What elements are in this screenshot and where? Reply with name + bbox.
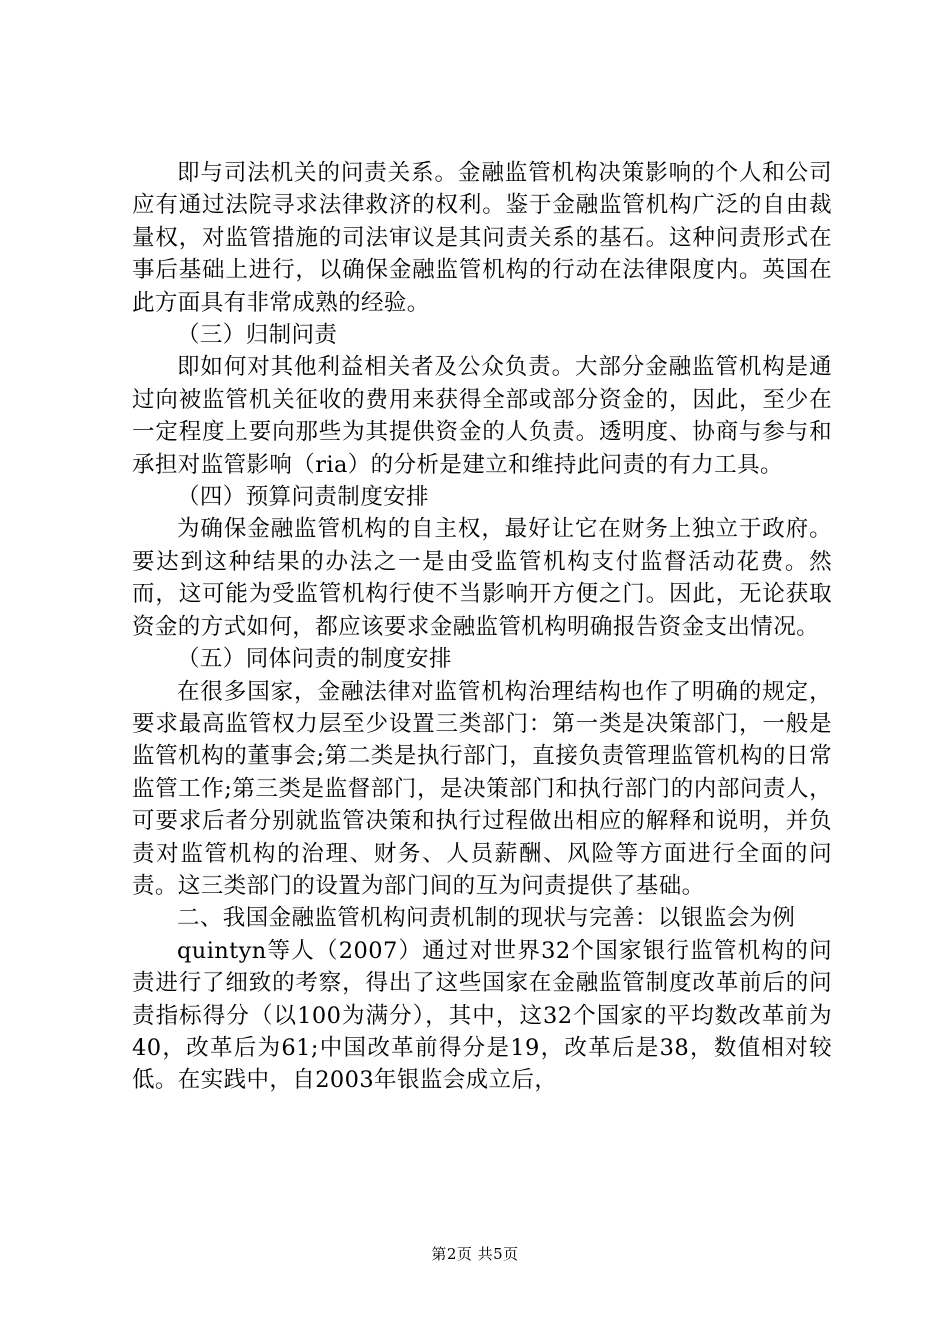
section-heading-4: （四）预算问责制度安排 [177,484,429,511]
paragraph-stakeholder-accountability: 即如何对其他利益相关者及公众负责。大部分金融监管机构是通过向被监管机关征收的费用来获得全部或部分资金的，因此，至少在一定程度上要向那些为其提供资金的人负责。透明度、协商与参与和承担对监管影响（ria）的分析是建立和维持此问责的有力工具。 [132,354,832,478]
page-number-footer: 第2页 共5页 [431,1245,519,1263]
paragraph-judicial-accountability: 即与司法机关的问责关系。金融监管机构决策影响的个人和公司应有通过法院寻求法律救济的权利。鉴于金融监管机构广泛的自由裁量权，对监管措施的司法审议是其问责关系的基石。这种问责形式在事后基础上进行，以确保金融监管机构的行动在法律限度内。英国在此方面具有非常成熟的经验。 [132,160,832,316]
section-heading-5: （五）同体问责的制度安排 [177,646,452,673]
paragraph-budget-accountability: 为确保金融监管机构的自主权，最好让它在财务上独立于政府。要达到这种结果的办法之一是由受监管机构支付监督活动花费。然而，这可能为受监管机构行使不当影响开方便之门。因此，无论获取资金的方式如何，都应该要求金融监管机构明确报告资金支出情况。 [132,516,832,640]
paragraph-quintyn-study: quintyn等人（2007）通过对世界32个国家银行监管机构的问责进行了细致的考察，得出了这些国家在金融监管制度改革前后的问责指标得分（以100为满分），其中，这32个国家的平均数改革前为40，改革后为61;中国改革前得分是19，改革后是38，数值相对较低。在实践中，自2003年银监会成立后， [132,937,832,1094]
paragraph-internal-accountability: 在很多国家，金融法律对监管机构治理结构也作了明确的规定，要求最高监管权力层至少设置三类部门：第一类是决策部门，一般是监管机构的董事会;第二类是执行部门，直接负责管理监管机构的日常监管工作;第三类是监督部门，是决策部门和执行部门的内部问责人，可要求后者分别就监管决策和执行过程做出相应的解释和说明，并负责对监管机构的治理、财务、人员薪酬、风险等方面进行全面的问责。这三类部门的设置为部门间的互为问责提供了基础。 [132,678,832,899]
document-body [132,157,832,1097]
chapter-heading-2: 二、我国金融监管机构问责机制的现状与完善：以银监会为例 [177,905,796,932]
section-heading-3: （三）归制问责 [177,322,338,349]
